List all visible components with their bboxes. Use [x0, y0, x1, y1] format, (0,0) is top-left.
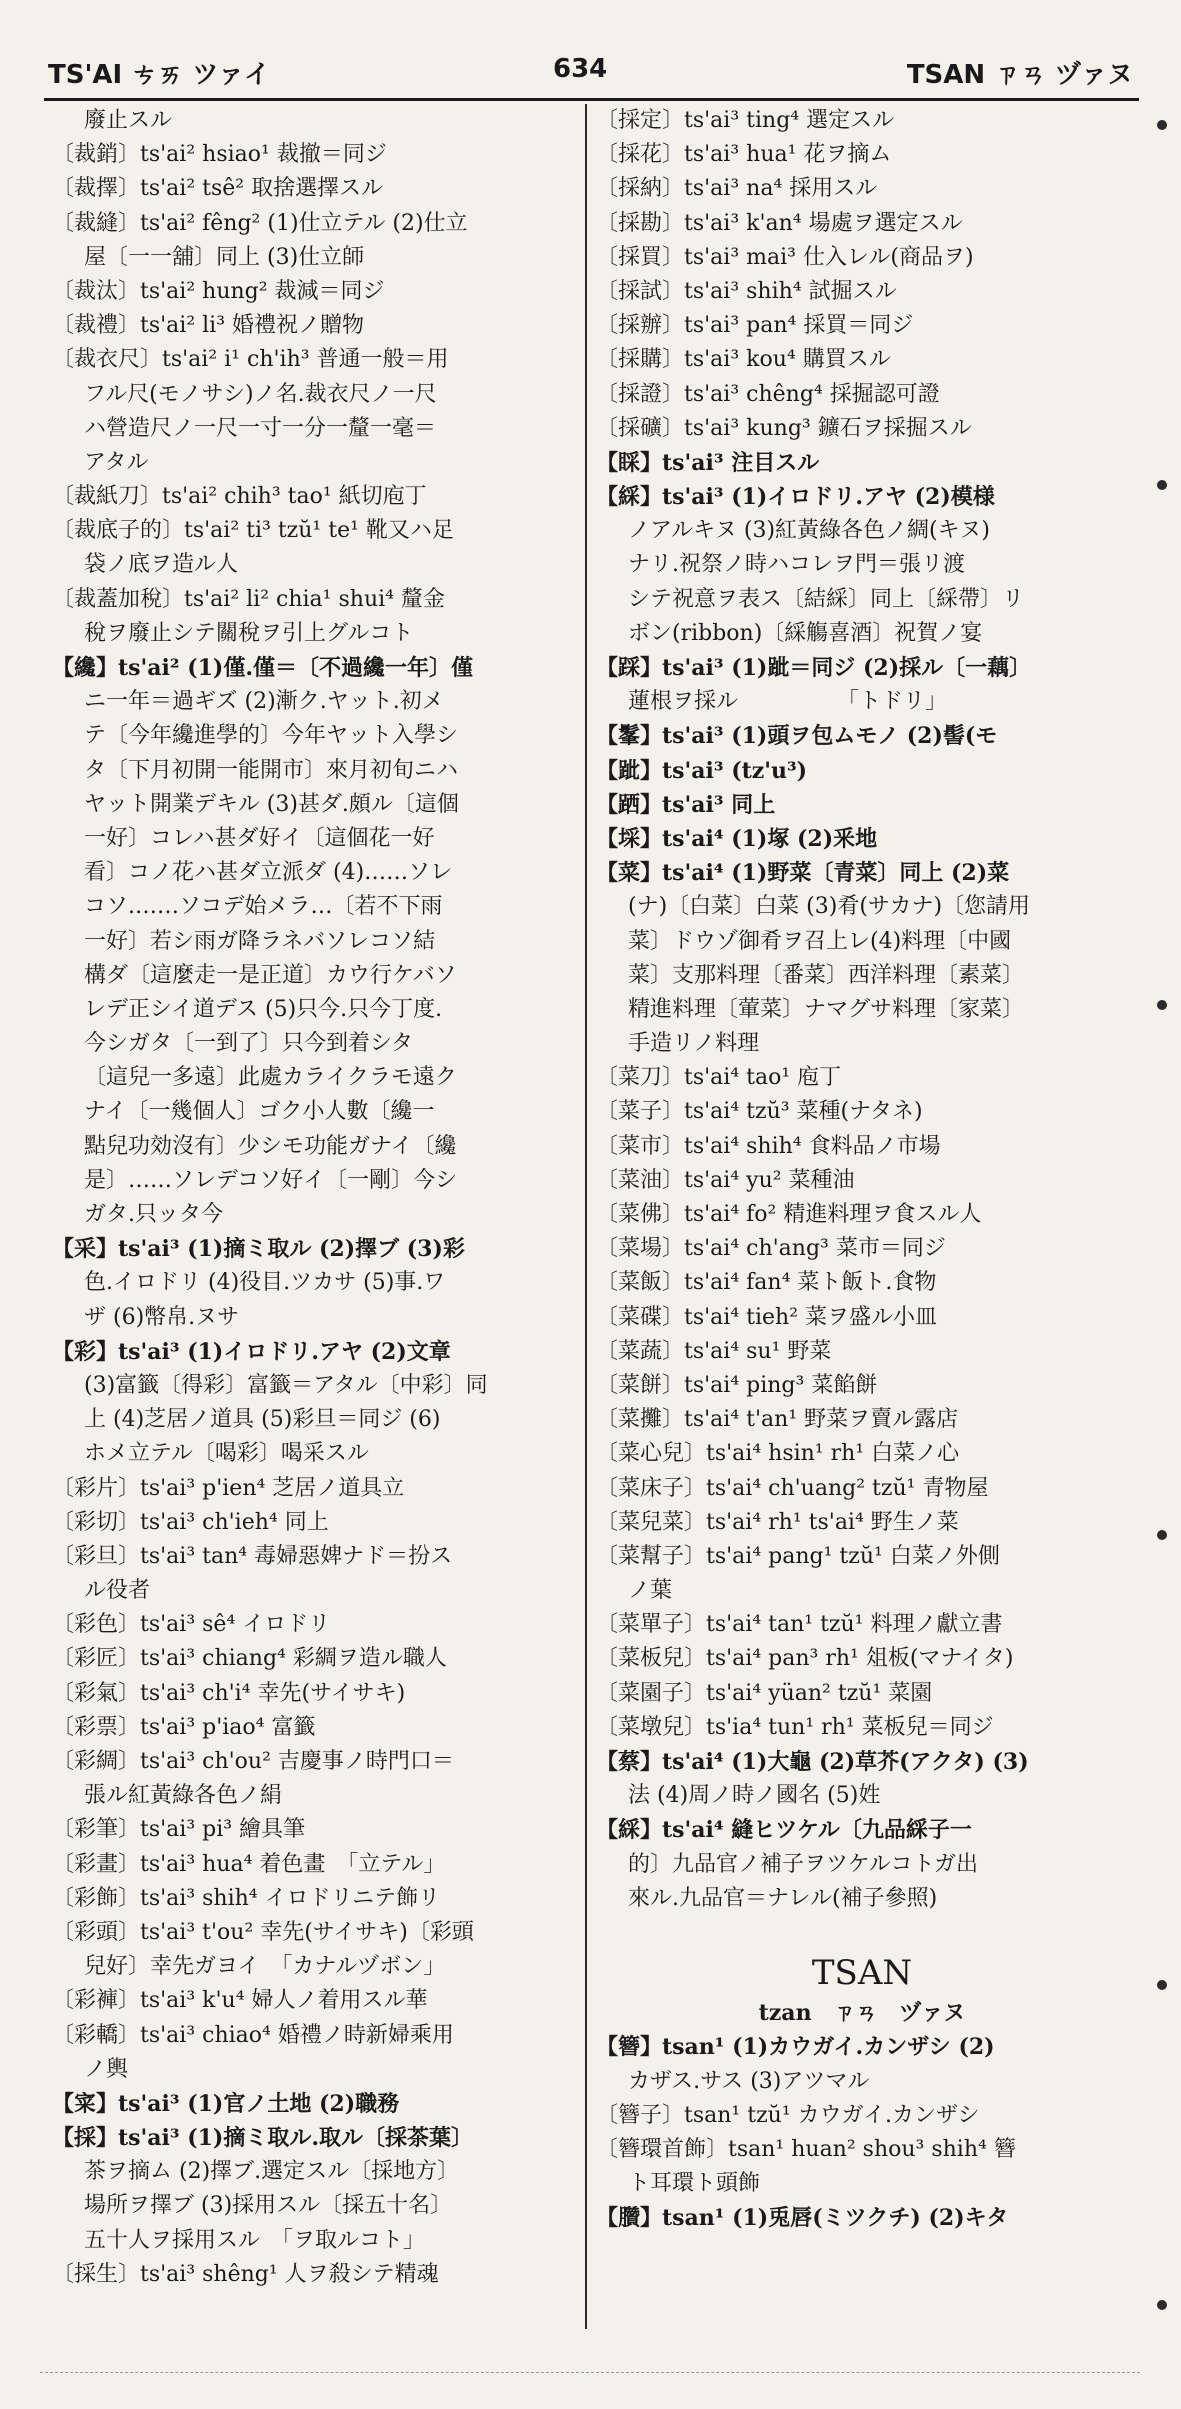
entry-line: 〔裁蓋加稅〕ts'ai² li² chia¹ shui⁴ 釐金: [52, 586, 445, 612]
entry-line: ボン(ribbon)〔綵觴喜酒〕祝賀ノ宴: [628, 620, 983, 646]
entry-line: 〔菜墩兒〕ts'ia⁴ tun¹ rh¹ 菜板兒＝同ジ: [596, 1714, 994, 1740]
entry-line: 廢止スル: [84, 108, 173, 133]
entry-line: 〔菜幫子〕ts'ai⁴ pang¹ tzŭ¹ 白菜ノ外側: [596, 1543, 1000, 1569]
entry-line: 〔採生〕ts'ai³ shêng¹ 人ヲ殺シテ精魂: [52, 2261, 439, 2287]
header-rule: [44, 98, 1139, 101]
entry-line: 〔採試〕ts'ai³ shih⁴ 試掘スル: [596, 278, 897, 304]
entry-line: (ナ)〔白菜〕白菜 (3)肴(サカナ)〔您請用: [628, 894, 1031, 920]
entry-line: 〔彩色〕ts'ai³ sê⁴ イロドリ: [52, 1612, 331, 1638]
entry-line: 菜〕支那料理〔番菜〕西洋料理〔素菜〕: [628, 962, 1025, 988]
entry-line: 〔菜兒菜〕ts'ai⁴ rh¹ ts'ai⁴ 野生ノ菜: [596, 1509, 959, 1535]
entry-line: カザス.サス (3)アツマル: [628, 2068, 870, 2094]
column-divider: [585, 104, 587, 2329]
entry-line: 〔裁汰〕ts'ai² hung² 裁減＝同ジ: [52, 278, 385, 304]
entry-line: 〔菜心兒〕ts'ai⁴ hsin¹ rh¹ 白菜ノ心: [596, 1441, 960, 1467]
right-column: [596, 104, 1128, 2235]
entry-line: ヤット開業デキル (3)甚ダ.頗ル〔這個: [84, 791, 459, 817]
entry-line: 場所ヲ擇ブ (3)採用スル〔採五十名〕: [84, 2193, 453, 2219]
headword-entry: 【采】ts'ai³ (1)摘ミ取ル (2)擇ブ (3)彩: [52, 1236, 465, 1263]
headword-entry: 【跴】ts'ai³ 同上: [596, 791, 776, 818]
headword-entry: 【纔】ts'ai² (1)僅.僅＝〔不過纔一年〕僅: [52, 655, 473, 681]
entry-line: 〔裁擇〕ts'ai² tsê² 取捨選擇スル: [52, 176, 384, 202]
entry-line: ニ一年＝過ギズ (2)漸ク.ヤット.初メ: [84, 689, 444, 715]
entry-line: 五十人ヲ採用スル 「ヲ取ルコト」: [84, 2227, 426, 2253]
entry-line: 〔採定〕ts'ai³ ting⁴ 選定スル: [596, 108, 895, 133]
entry-line: 〔彩褲〕ts'ai³ k'u⁴ 婦人ノ着用スル華: [52, 1988, 428, 2014]
entry-line: 〔菜市〕ts'ai⁴ shih⁴ 食料品ノ市場: [596, 1133, 941, 1159]
entry-line: 袋ノ底ヲ造ル人: [84, 552, 239, 578]
entry-line: 〔彩轎〕ts'ai³ chiao⁴ 婚禮ノ時新婦乘用: [52, 2022, 454, 2048]
entry-line: 〔菜油〕ts'ai⁴ yu² 菜種油: [596, 1167, 855, 1193]
entry-line: 〔採納〕ts'ai³ na⁴ 採用スル: [596, 176, 878, 202]
entry-line: 法 (4)周ノ時ノ國名 (5)姓: [628, 1783, 881, 1809]
entry-line: 〔簪環首飾〕tsan¹ huan² shou³ shih⁴ 簪: [596, 2136, 1016, 2162]
entry-line: 點兒功効沒有〕少シモ功能ガナイ〔纔: [84, 1133, 457, 1159]
page-number: 634: [553, 54, 608, 84]
entry-line: 〔彩筆〕ts'ai³ pi³ 繪具筆: [52, 1817, 306, 1843]
margin-dot: [1157, 120, 1167, 130]
entry-line: 〔菜園子〕ts'ai⁴ yüan² tzŭ¹ 菜園: [596, 1680, 933, 1706]
entry-line: 屋〔一一舖〕同上 (3)仕立師: [84, 244, 365, 270]
margin-dot: [1157, 2300, 1167, 2310]
entry-line: 〔裁銷〕ts'ai² hsiao¹ 裁撤＝同ジ: [52, 142, 387, 168]
headword-entry: 【菜】ts'ai⁴ (1)野菜〔青菜〕同上 (2)菜: [596, 860, 1010, 887]
headword-entry: 【髼】ts'ai³ (1)頭ヲ包ムモノ (2)髻(モ: [596, 723, 998, 750]
entry-line: ホメ立テル〔喝彩〕喝采スル: [84, 1441, 369, 1467]
headword-entry: 【臢】tsan¹ (1)兎唇(ミツクチ) (2)キタ: [596, 2205, 1009, 2232]
entry-line: 精進料理〔葷菜〕ナマグサ料理〔家菜〕: [628, 996, 1025, 1022]
margin-dot: [1157, 1000, 1167, 1010]
entry-line: ノ輿: [84, 2056, 129, 2082]
entry-line: 〔這兒一多遠〕此處カライクラモ遠ク: [84, 1065, 457, 1091]
entry-line: 〔採礦〕ts'ai³ kung³ 鑛石ヲ採掘スル: [596, 415, 972, 441]
entry-line: 〔採買〕ts'ai³ mai³ 仕入レル(商品ヲ): [596, 244, 974, 270]
entry-line: ガタ.只ッタ今: [84, 1202, 223, 1227]
margin-dot: [1157, 1980, 1167, 1990]
entry-line: 構ダ〔這麼走一是正道〕カウ行ケバソ: [84, 962, 457, 988]
entry-line: 〔裁衣尺〕ts'ai² i¹ ch'ih³ 普通一般＝用: [52, 347, 449, 373]
entry-line: 〔彩氣〕ts'ai³ ch'i⁴ 幸先(サイサキ): [52, 1680, 406, 1706]
entry-line: 〔彩旦〕ts'ai³ tan⁴ 毒婦惡婢ナド＝扮ス: [52, 1543, 453, 1569]
entry-line: 〔菜板兒〕ts'ai⁴ pan³ rh¹ 俎板(マナイタ): [596, 1646, 1014, 1672]
entry-line: 〔彩票〕ts'ai³ p'iao⁴ 富籤: [52, 1714, 316, 1740]
entry-line: 〔彩切〕ts'ai³ ch'ieh⁴ 同上: [52, 1509, 329, 1535]
entry-line: 一好〕コレハ甚ダ好イ〔這個花一好: [84, 825, 435, 851]
entry-line: ル役者: [84, 1578, 151, 1604]
entry-line: 茶ヲ摘ム (2)擇ブ.選定スル〔採地方〕: [84, 2159, 460, 2185]
entry-line: 〔菜刀〕ts'ai⁴ tao¹ 庖丁: [596, 1065, 842, 1091]
headword-entry: 【綵】ts'ai⁴ 縫ヒツケル〔九品綵子一: [596, 1817, 972, 1844]
entry-line: tzan ㄗㄢ ヅァヌ: [758, 2000, 966, 2027]
entry-line: 蓮根ヲ採ル 「トドリ」: [628, 689, 948, 715]
entry-line: 〔彩畫〕ts'ai³ hua⁴ 着色畫 「立テル」: [52, 1851, 446, 1877]
entry-line: 〔菜攤〕ts'ai⁴ t'an¹ 野菜ヲ賣ル露店: [596, 1407, 959, 1433]
entry-line: 〔菜碟〕ts'ai⁴ tieh² 菜ヲ盛ル小皿: [596, 1304, 938, 1330]
headword-entry: 【寀】ts'ai³ (1)官ノ土地 (2)職務: [52, 2090, 400, 2117]
entry-line: 稅ヲ廢止シテ關稅ヲ引上グルコト: [84, 620, 414, 646]
entry-line: TSAN: [811, 1953, 913, 1994]
entry-line: レデ正シイ道デス (5)只今.只今丁度.: [84, 996, 443, 1022]
entry-line: 〔裁縫〕ts'ai² fêng² (1)仕立テル (2)仕立: [52, 210, 468, 236]
headword-entry: 【綵】ts'ai³ (1)イロドリ.アヤ (2)模様: [596, 484, 995, 511]
entry-line: 〔彩飾〕ts'ai³ shih⁴ イロドリニテ飾リ: [52, 1885, 441, 1911]
entry-line: 今シガタ〔一到了〕只今到着シタ: [84, 1031, 414, 1057]
entry-line: 上 (4)芝居ノ道具 (5)彩旦＝同ジ (6): [84, 1407, 441, 1433]
entry-line: タ〔下月初開一能開市〕來月初旬ニハ: [84, 757, 459, 783]
entry-line: 〔採辦〕ts'ai³ pan⁴ 採買＝同ジ: [596, 313, 914, 339]
entry-line: 〔菜單子〕ts'ai⁴ tan¹ tzŭ¹ 料理ノ獻立書: [596, 1612, 1003, 1638]
entry-line: ナイ〔一幾個人〕ゴク小人數〔纔一: [84, 1099, 435, 1125]
entry-line: 〔採花〕ts'ai³ hua¹ 花ヲ摘ム: [596, 142, 892, 168]
entry-line: (3)富籤〔得彩〕富籤＝アタル〔中彩〕同: [84, 1372, 488, 1398]
entry-line: 〔簪子〕tsan¹ tzŭ¹ カウガイ.カンザシ: [596, 2102, 980, 2128]
entry-line: 〔菜子〕ts'ai⁴ tzŭ³ 菜種(ナタネ): [596, 1099, 923, 1125]
headword-entry: 【踩】ts'ai³ (1)跐＝同ジ (2)採ル〔一藕〕: [596, 655, 1032, 681]
entry-line: ト耳環ト頭飾: [628, 2171, 761, 2197]
entry-line: ノ葉: [628, 1578, 673, 1604]
entry-line: 〔裁禮〕ts'ai² li³ 婚禮祝ノ贈物: [52, 313, 365, 339]
entry-line: 看〕コノ花ハ甚ダ立派ダ (4)……ソレ: [84, 860, 453, 886]
entry-line: 〔彩片〕ts'ai³ p'ien⁴ 芝居ノ道具立: [52, 1475, 405, 1501]
entry-line: 〔裁底子的〕ts'ai² ti³ tzŭ¹ te¹ 靴又ハ足: [52, 518, 454, 544]
entry-line: 〔菜佛〕ts'ai⁴ fo² 精進料理ヲ食スル人: [596, 1202, 982, 1227]
entry-line: 〔彩綢〕ts'ai³ ch'ou² 吉慶事ノ時門口＝: [52, 1749, 454, 1774]
page-header: [48, 54, 1133, 98]
entry-line: 〔彩匠〕ts'ai³ chiang⁴ 彩綢ヲ造ル職人: [52, 1646, 447, 1672]
entry-line: 張ル紅黃綠各色ノ絹: [84, 1783, 283, 1809]
entry-line: 色.イロドリ (4)役目.ツカサ (5)事.ワ: [84, 1270, 446, 1296]
entry-line: シテ祝意ヲ表ス〔結綵〕同上〔綵帶〕リ: [628, 586, 1025, 612]
entry-line: 兒好〕幸先ガヨイ 「カナルヅボン」: [84, 1954, 446, 1980]
entry-line: 〔菜飯〕ts'ai⁴ fan⁴ 菜ト飯ト.食物: [596, 1270, 937, 1296]
entry-line: 手造リノ料理: [628, 1031, 760, 1057]
entry-line: 是〕……ソレデコソ好イ〔一剛〕今シ: [84, 1167, 458, 1193]
entry-line: 〔採購〕ts'ai³ kou⁴ 購買スル: [596, 347, 891, 373]
entry-line: 〔採證〕ts'ai³ chêng⁴ 採掘認可證: [596, 381, 940, 407]
entry-line: 〔裁紙刀〕ts'ai² chih³ tao¹ 紙切庖丁: [52, 484, 427, 510]
entry-line: ハ營造尺ノ一尺一寸一分一釐一毫＝: [84, 415, 437, 441]
headword-entry: 【睬】ts'ai³ 注目スル: [596, 449, 820, 476]
margin-dot: [1157, 480, 1167, 490]
entry-line: フル尺(モノサシ)ノ名.裁衣尺ノ一尺: [84, 381, 437, 407]
entry-line: 來ル.九品官＝ナレル(補子參照): [628, 1885, 938, 1911]
entry-line: コソ.……ソコデ始メラ…〔若不下雨: [84, 894, 443, 920]
entry-line: [596, 1916, 1128, 1950]
headword-entry: 【彩】ts'ai³ (1)イロドリ.アヤ (2)文章: [52, 1338, 451, 1365]
entry-line: 菜〕ドウゾ御肴ヲ召上レ(4)料理〔中國: [628, 928, 1012, 954]
entry-line: 〔菜蔬〕ts'ai⁴ su¹ 野菜: [596, 1338, 832, 1364]
left-column: [52, 104, 574, 2292]
entry-line: アタル: [84, 449, 149, 475]
header-right-guide-word: TSAN ㄗㄢ ヅァヌ: [906, 60, 1133, 90]
headword-entry: 【簪】tsan¹ (1)カウガイ.カンザシ (2): [596, 2034, 995, 2061]
headword-entry: 【埰】ts'ai⁴ (1)塚 (2)釆地: [596, 825, 878, 852]
entry-line: 〔菜場〕ts'ai⁴ ch'ang³ 菜市＝同ジ: [596, 1236, 946, 1262]
headword-entry: 【跐】ts'ai³ (tz'u³): [596, 757, 808, 784]
entry-line: 一好〕若シ雨ガ降ラネバソレコソ結: [84, 928, 436, 954]
headword-entry: 【採】ts'ai³ (1)摘ミ取ル.取ル〔採茶葉〕: [52, 2125, 473, 2152]
entry-line: 〔菜床子〕ts'ai⁴ ch'uang² tzŭ¹ 青物屋: [596, 1475, 989, 1501]
headword-entry: 【蔡】ts'ai⁴ (1)大龜 (2)草芥(アクタ) (3): [596, 1749, 1029, 1775]
entry-line: 〔採勘〕ts'ai³ k'an⁴ 場處ヲ選定スル: [596, 210, 963, 236]
entry-line: テ〔今年纔進學的〕今年ヤット入學シ: [84, 723, 459, 749]
entry-line: 〔彩頭〕ts'ai³ t'ou² 幸先(サイサキ)〔彩頭: [52, 1919, 474, 1945]
header-left-guide-word: TS'AI ㄘㄞ ツァイ: [48, 60, 271, 90]
entry-line: ナリ.祝祭ノ時ハコレヲ門＝張リ渡: [628, 552, 965, 578]
entry-line: 〔菜餅〕ts'ai⁴ ping³ 菜餡餅: [596, 1372, 878, 1398]
entry-line: 的〕九品官ノ補子ヲツケルコトガ出: [628, 1851, 979, 1877]
page-bottom-edge: [40, 2372, 1140, 2374]
entry-line: ザ (6)幣帛.ヌサ: [84, 1304, 240, 1330]
entry-line: ノアルキヌ (3)紅黃綠各色ノ綢(キヌ): [628, 518, 991, 544]
margin-dot: [1157, 1530, 1167, 1540]
